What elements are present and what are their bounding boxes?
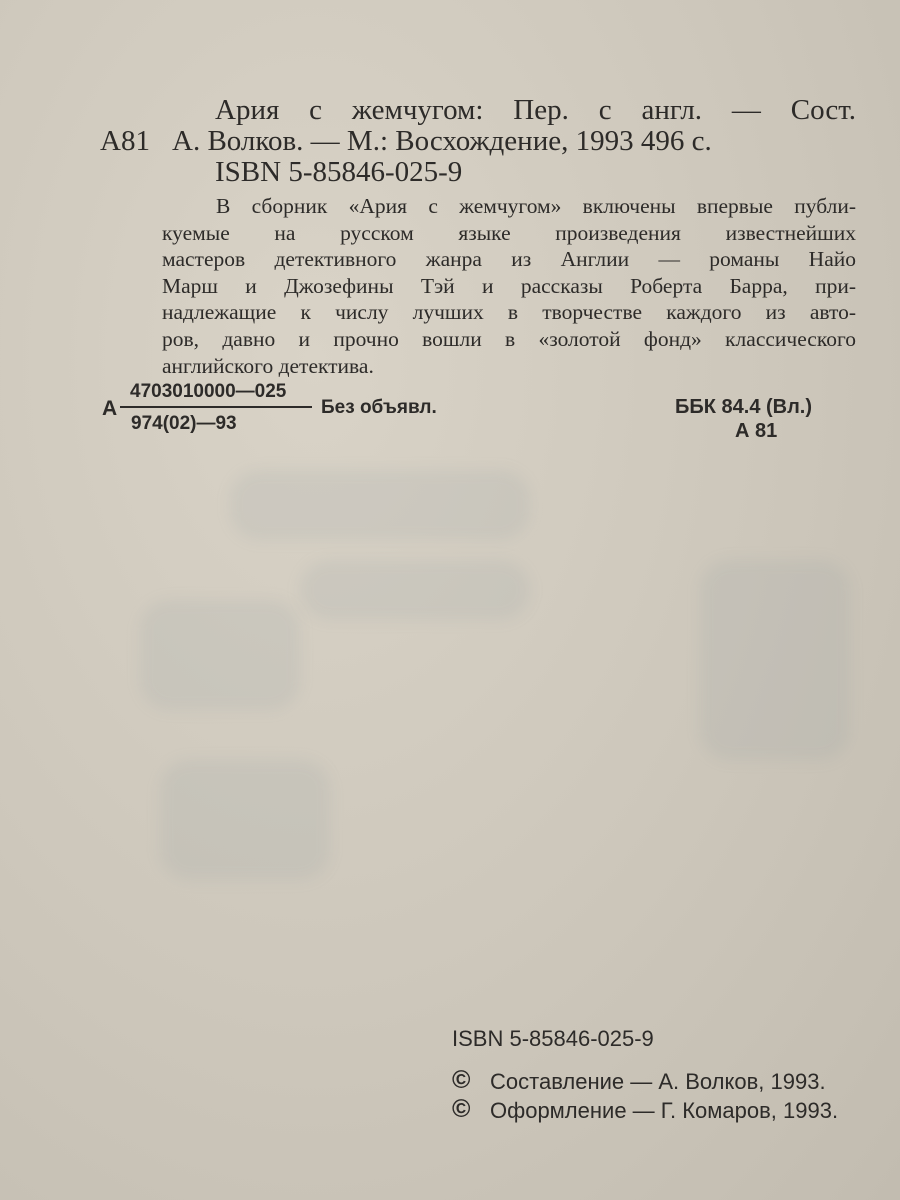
header-isbn: ISBN 5-85846-025-9 <box>215 156 463 188</box>
show-through-shadow <box>160 760 330 880</box>
copyright-icon: © <box>452 1066 471 1094</box>
annotation-line: мастеров детективного жанра из Англии — романы Найо <box>162 247 856 272</box>
annotation-line: куемые на русском языке произведения известнейших <box>162 220 856 245</box>
annotation-line: английского детектива. <box>162 353 374 378</box>
show-through-shadow <box>300 560 530 620</box>
title-line: Ария с жемчугом: Пер. с англ. — Сост. <box>215 94 856 126</box>
copyright-compilation: Составление — А. Волков, 1993. <box>490 1069 826 1094</box>
show-through-shadow <box>230 470 530 540</box>
annotation-line: Марш и Джозефины Тэй и рассказы Роберта Барра, при- <box>162 273 856 298</box>
copyright-icon: © <box>452 1095 471 1123</box>
show-through-shadow <box>700 560 850 760</box>
copyright-design: Оформление — Г. Комаров, 1993. <box>490 1098 839 1123</box>
annotation-line: ров, давно и прочно вошли в «золотой фонд» классического <box>162 327 856 351</box>
catalog-numerator: 4703010000—025 <box>130 381 287 402</box>
publication-line: А. Волков. — М.: Восхождение, 1993 496 с. <box>172 125 712 157</box>
fraction-bar <box>120 406 312 408</box>
bbk-code: ББК 84.4 (Вл.) <box>675 396 813 418</box>
annotation-line: В сборник «Ария с жемчугом» включены впервые публи- <box>216 194 856 218</box>
bbk-index: А 81 <box>735 420 778 442</box>
footer-isbn: ISBN 5-85846-025-9 <box>452 1026 654 1051</box>
catalog-denominator: 974(02)—93 <box>131 413 237 434</box>
catalog-note: Без объявл. <box>321 397 437 418</box>
index-code: А81 <box>100 125 150 157</box>
catalog-letter: А <box>102 397 118 420</box>
show-through-shadow <box>140 600 300 710</box>
annotation-line: надлежащие к числу лучших в творчестве каждого из авто- <box>162 300 856 325</box>
